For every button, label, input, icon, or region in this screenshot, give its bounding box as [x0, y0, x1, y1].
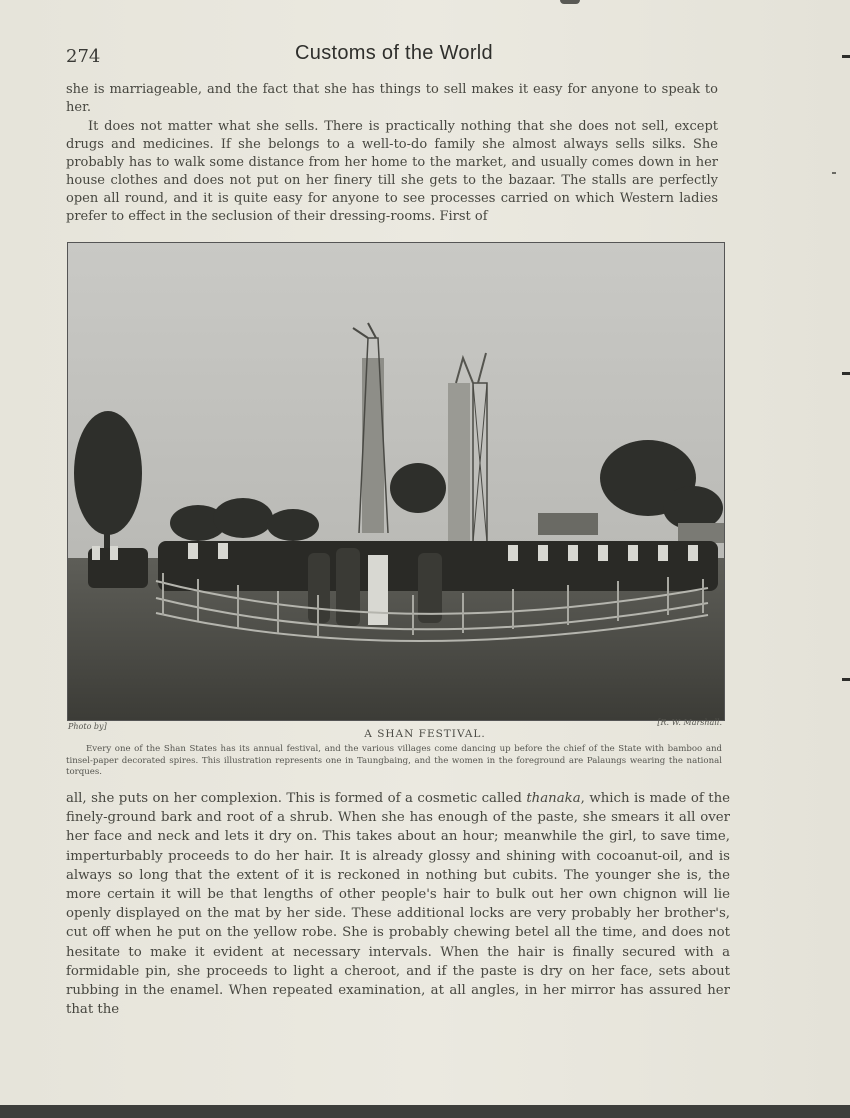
paragraph-complexion-start: all, she puts on her complexion. This is formed of a cosmetic called [66, 791, 527, 806]
margin-mark [842, 372, 850, 375]
photographer-credit: [R. W. Marshall. [657, 718, 722, 727]
figure-title: A SHAN FESTIVAL. [364, 728, 486, 740]
paragraph-continuation: she is marriageable, and the fact that she has things to sell makes it easy for anyone to speak to her. [66, 82, 718, 116]
paragraph-complexion-rest: , which is made of the finely-ground bark and root of a shrub. When she has enough of the paste, she smears it all over her face and neck and lets it dry on. This takes about an hour; meanwhile the girl, to save time, imperturbably proceeds to do her hair. It is already glossy and shining with cocoanut-oil, and is always so long that the extent of it is reckoned in nothing but cubits. The younger she is, the more certain it will be that lengths of other people's hair to bulk out her own chignon will lie openly displayed on the mat by her side. These additional locks are very probably her brother's, cut off when he put on the yellow robe. She is probably chewing betel all the time, and does not hesitate to make it evident at necessary intervals. When the hair is finally secured with a formidable pin, she proceeds to light a cheroot, and if the paste is dry on her face, sets about rubbing in the enamel. When repeated examination, at all angles, in her mirror has assured her that the [66, 791, 730, 1018]
page-number: 274 [66, 46, 101, 67]
photo-illustration [68, 243, 724, 720]
scanner-edge [0, 1105, 850, 1118]
figure-caption [66, 744, 722, 779]
photo-credit-label: Photo by] [68, 722, 107, 731]
margin-tick [832, 172, 836, 174]
page-edge-mark [560, 0, 580, 4]
running-title: Customs of the World [295, 42, 493, 64]
margin-mark [842, 55, 850, 58]
paragraph-market: It does not matter what she sells. There is practically nothing that she does not sell, except drugs and medicines. If she belongs to a well-to-do family she almost always sells silks. She probably has to walk some distance from her home to the market, and usually comes down in her house clothes and does not put on her finery till she gets to the bazaar. The stalls are perfectly open all round, and it is quite easy for anyone to see processes carried on which Western ladies prefer to effect in the seclusion of their dressing-rooms. First of [66, 119, 718, 225]
page-header [66, 42, 722, 72]
cosmetic-term: thanaka [526, 791, 581, 806]
festival-photograph [67, 242, 725, 721]
margin-mark [842, 678, 850, 681]
paragraph-complexion [66, 789, 730, 1019]
figure-caption-text: Every one of the Shan States has its annual festival, and the various villages come dancing up before the chief of the State with bamboo and tinsel-paper decorated spires. This illustration represents one in Taungbaing, and the women in the foreground are Palaungs wearing the national torques. [66, 744, 722, 778]
